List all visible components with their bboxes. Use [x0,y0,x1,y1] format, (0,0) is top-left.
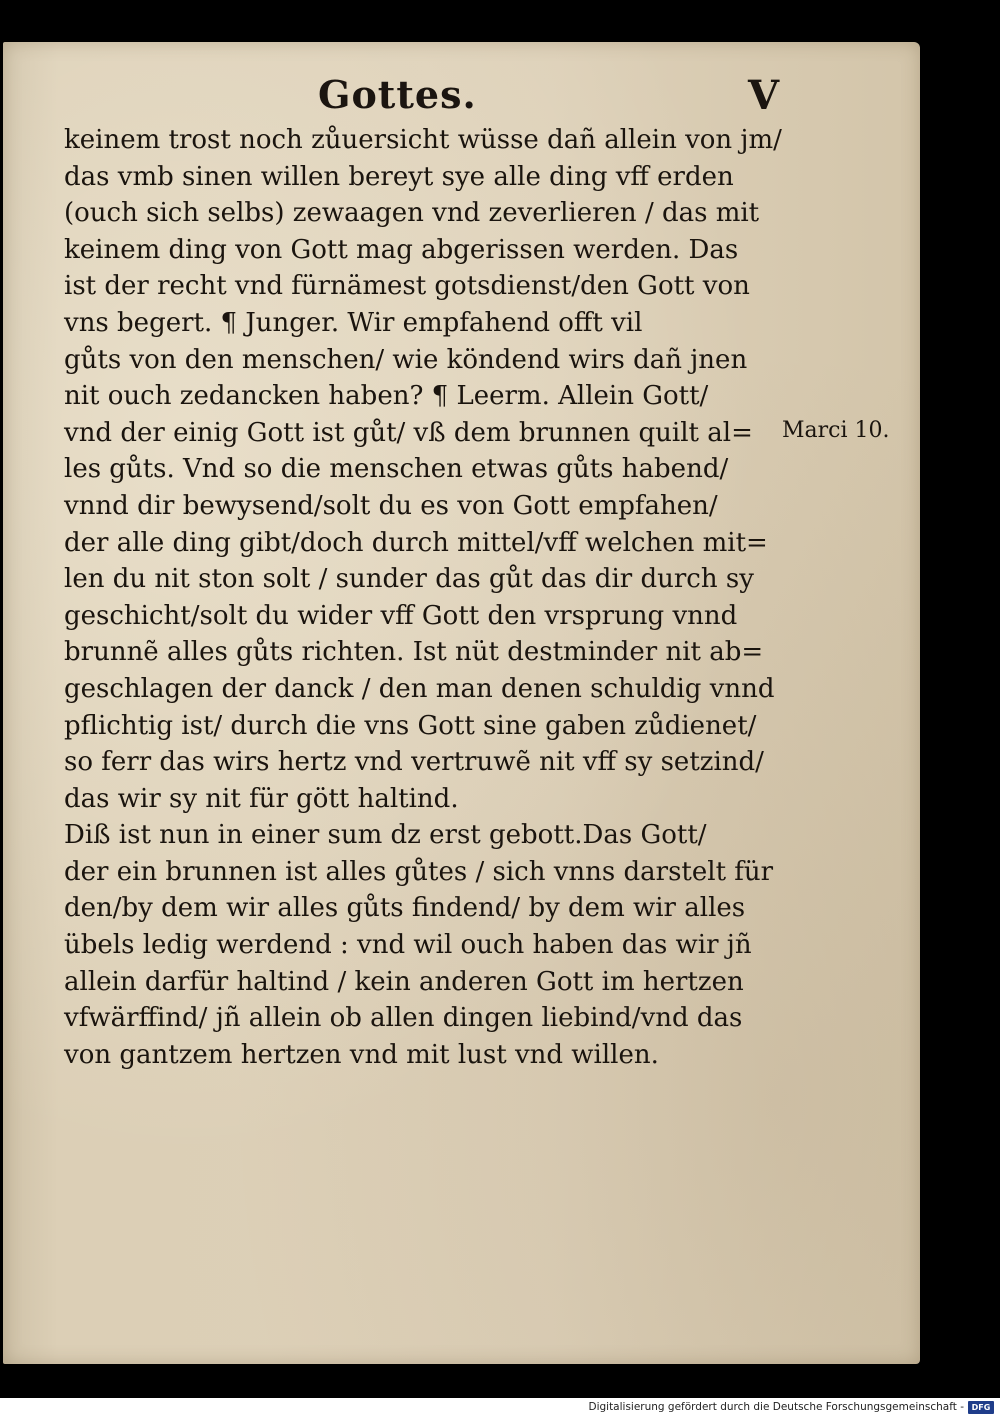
text-line: keinem trost noch zůuersicht wüsse dañ allein von jm/ [64,125,782,155]
text-line: Diß ist nun in einer sum dz erst gebott.Das Gott/ [64,820,707,851]
text-line: vns begert. ¶ Junger. Wir empfahend offt vil [64,307,643,338]
text-line: allein darfür haltind / kein anderen Gott im hertzen [64,966,744,997]
text-line: nit ouch zedancken haben? ¶ Leerm. Allein Gott/ [64,381,709,412]
text-line: vnnd dir bewysend/solt du es von Gott empfahen/ [64,490,718,521]
folio-number: V [748,72,780,119]
text-line: pflichtig ist/ durch die vns Gott sine gaben zůdienet/ [64,710,757,741]
text-line: so ferr das wirs hertz vnd vertruwẽ nit vff sy setzind/ [64,747,764,778]
body-text [64,122,784,1073]
text-line: (ouch sich selbs) zewaagen vnd zeverlieren / das mit [64,198,760,229]
text-line: vnd der einig Gott ist gůt/ vß dem brunnen quilt al= [64,417,753,448]
text-line: geschicht/solt du wider vff Gott den vrsprung vnnd [64,600,738,631]
text-line: geschlagen der danck / den man denen schuldig vnnd [64,673,775,704]
text-line: übels ledig werdend : vnd wil ouch haben das wir jñ [64,930,752,961]
text-line: das vmb sinen willen bereyt sye alle ding vff erden [64,161,734,192]
text-line: len du nit ston solt / sunder das gůt das dir durch sy [64,564,754,595]
text-line: vfwärffind/ jñ allein ob allen dingen liebind/vnd das [64,1003,743,1034]
margin-note: Marci 10. [782,418,890,443]
text-line: das wir sy nit für gött haltind. [64,783,459,814]
text-line: von gantzem hertzen vnd mit lust vnd willen. [64,1039,659,1070]
text-line: den/by dem wir alles gůts findend/ by dem wir alles [64,893,746,924]
text-line: der ein brunnen ist alles gůtes / sich vnns darstelt für [64,856,774,887]
funding-credit: Digitalisierung gefördert durch die Deutsche Forschungsgemeinschaft - [588,1401,964,1413]
text-line: les gůts. Vnd so die menschen etwas gůts habend/ [64,454,729,485]
text-line: der alle ding gibt/doch durch mittel/vff welchen mit= [64,527,768,558]
running-head: Gottes. [318,72,477,117]
text-line: gůts von den menschen/ wie köndend wirs dañ jnen [64,344,748,375]
text-line: ist der recht vnd fürnämest gotsdienst/den Gott von [64,271,750,302]
text-line: keinem ding von Gott mag abgerissen werden. Das [64,234,739,265]
dfg-logo-icon: DFG [968,1401,994,1414]
text-line: brunnẽ alles gůts richten. Ist nüt destminder nit ab= [64,637,764,668]
